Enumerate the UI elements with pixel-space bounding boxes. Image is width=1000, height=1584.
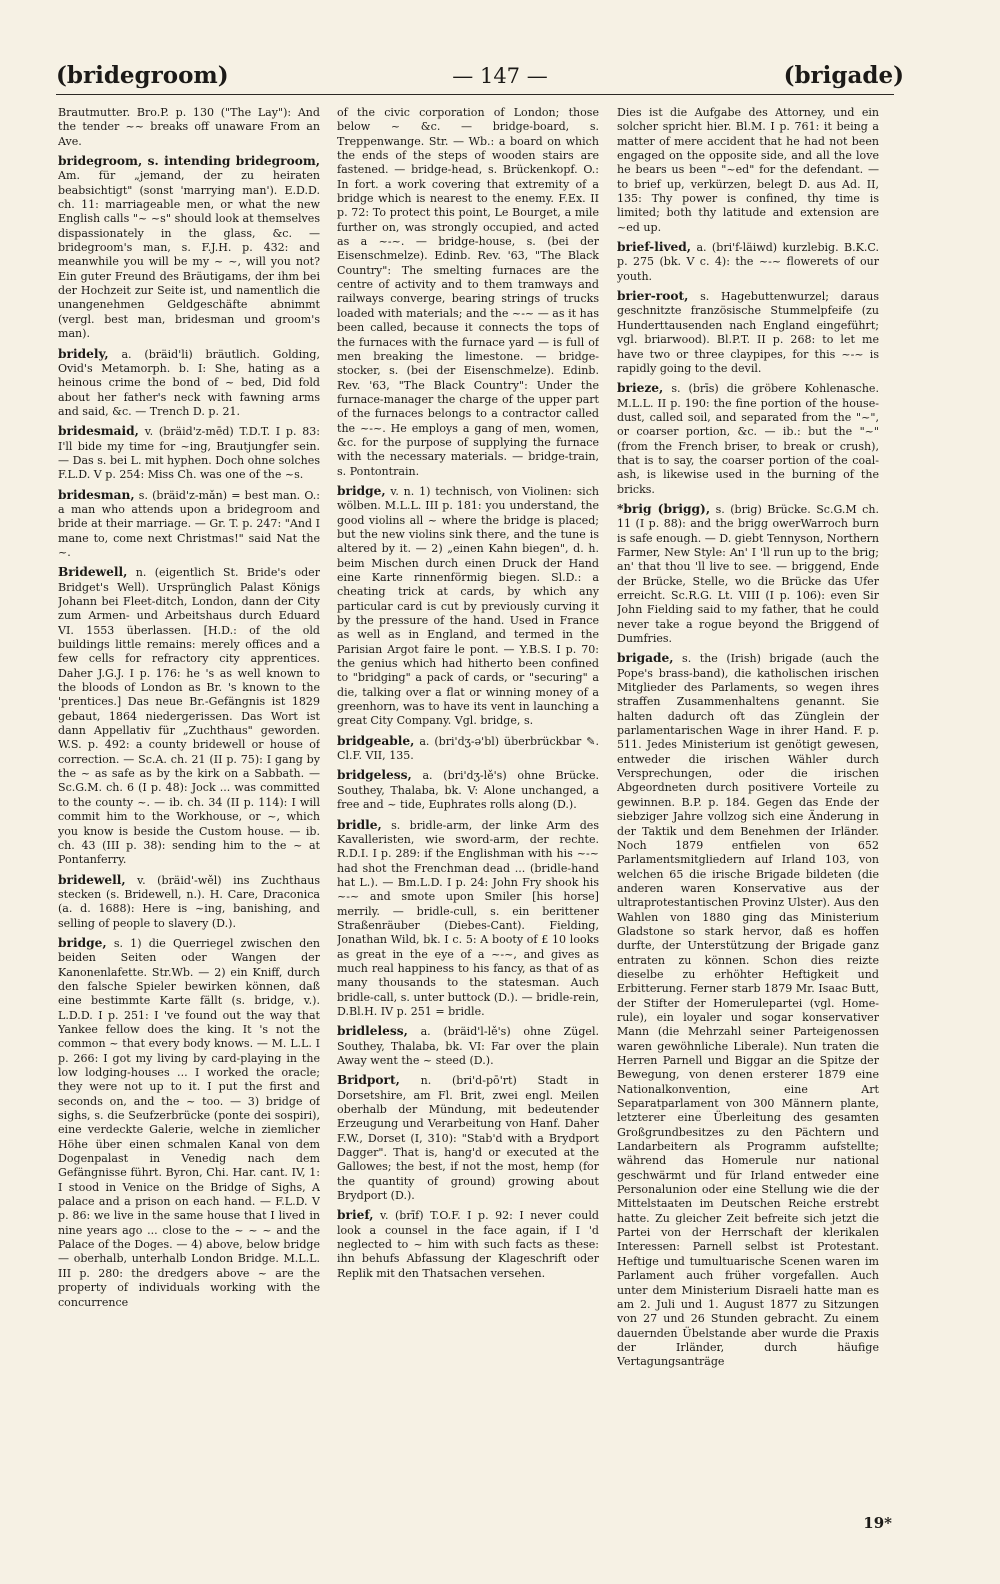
headword: Bridewell, [58,565,128,580]
headword: bridge, [58,935,107,950]
entry-text: n. (eigentlich St. Bride's oder Bridget's Well). Ursprünglich Palast Königs Johann bei Fleet-ditch, London, dann der City zum Armen- und Arbeitshaus durch Eduard VI. 1553 überlassen. [H.D.: of the old buildings little remains: merely offices and a few cells for refractory city apprentices. Daher J.G.J. I p. 176: he 's as well known to the bloods of London as Br. 's known to the 'prentices.] Das neue Br.-Gefängnis ist 1829 gebaut, 1864 niedergerissen. Das Wort ist dann Appellativ für „Zuchthaus" geworden. W.S. p. 492: a county bridewell or house of correction. — Sc.A. ch. 21 (II p. 75): I gang by the ~ as safe as by the kirk on a Sabbath. — Sc.G.M. ch. 6 (I p. 48): Jock ... was committed to the county ~. — ib. ch. 34 (II p. 114): I will commit him to the Workhouse, or ~, which you know is beside the Custom house. — ib. ch. 43 (III p. 38): sending him to the ~ at Pontanferry. [58,566,320,867]
headword: Bridport, [337,1073,400,1088]
headword: *brig (brigg), [617,501,711,516]
entry-text: s. (brig) Brücke. Sc.G.M ch. 11 (I p. 88): and the brigg owerWarroch burn is safe enough. — D. giebt Tennyson, Northern Farmer, New Style: An' I 'll run up to the brig; an' that thou 'll live to see. — briggend, Ende der Brücke, Stelle, wo die Brücke das Ufer erreicht. Sc.R.G. Lt. VIII (I p. 106): even Sir John Fielding said to my father, that he could never take a rogue beyond the Briggend of Dumfries. [617,502,879,646]
entry-text: n. (bri'd-pō'rt) Stadt in Dorsetshire, am Fl. Brit, zwei engl. Meilen oberhalb der Mündung, mit bedeutender Erzeugung und Verarbeitung von Hanf. Daher F.W., Dorset (I, 310): "Stab'd with a Brydport Dagger". That is, hang'd or executed at the Gallowes; the best, if not the most, hemp (for the quantity of ground) growing about Brydport (D.). [337,1074,599,1203]
dictionary-entry [617,651,879,1369]
headword: brief-lived, [617,240,692,255]
dictionary-entry [617,106,879,235]
column-3 [617,106,879,1506]
headword: bridgeable, [337,733,415,748]
entry-text: a. (bräid'l-lě's) ohne Zügel. Southey, Thalaba, bk. VI: Far over the plain Away went the ~ steed (D.). [337,1025,599,1067]
headword: bridegroom, s. intending bridegroom, [58,154,320,169]
entry-text: a. (bri'f-läiwd) kurzlebig. B.K.C. p. 275 (bk. V c. 4): the ~-~ flowerets of our youth. [617,241,879,283]
headword: bridleless, [337,1024,408,1039]
dictionary-entry [58,154,320,341]
header-rule [56,94,894,95]
dictionary-entry [617,381,879,497]
dictionary-entry [337,734,599,764]
entry-text: s. (brīs) die gröbere Kohlenasche. M.L.L. II p. 190: the fine portion of the house-dust, called soil, and separated from the "~", or coarser portion, &c. — ib.: but the "~" (from the French briser, to break or crush), that is to say, the coarser portion of the coal-ash, is likewise used in the burning of the bricks. [617,382,879,496]
dictionary-entry [58,936,320,1310]
entry-text: s. 1) die Querriegel zwischen den beiden Seiten oder Wangen der Kanonenlafette. Str.Wb. — 2) ein Kniff, durch den falsche Spieler bewirken können, daß eine bestimmte Karte fällt (s. bridge, v.). L.D.D. I p. 251: I 've found out the way that Yankee fellow does the king. It 's not the common ~ that every body knows. — M. L.L. I p. 266: I got my living by card-playing in the low lodging-houses ... I worked the oracle; they were not up to it. I put the first and seconds on, and the ~ too. — 3) bridge of sighs, s. die Seufzerbrücke (ponte dei sospiri), eine verdeckte Galerie, welche in ziemlicher Höhe über einen schmalen Kanal von dem Dogenpalast in Venedig nach dem Gefängnisse führt. Byron, Chi. Har. cant. IV, 1: I stood in Venice on the Bridge of Sighs, A palace and a prison on each hand. — F.L.D. V p. 86: we live in the same house that I lived in nine years ago ... close to the ~ ~ ~ and the Palace of the Doges. — 4) above, below bridge — oberhalb, unterhalb London Bridge. M.L.L. III p. 280: the dredgers above ~ are the property of individuals working with the concurrence [58,936,320,1309]
dictionary-entry [58,424,320,482]
headword: brier-root, [617,289,689,304]
entry-text: Am. für „jemand, der zu heiraten beabsichtigt" (sonst 'marrying man'). E.D.D. ch. 11: marriageable men, or what the new English calls "~ ~s" should look at themselves dispassionately in the glass, &c. — bridegroom's man, s. F.J.H. p. 432: and meanwhile you will be my ~ ~, will you not? Ein guter Freund des Bräutigams, der ihm bei der Hochzeit zur Seite ist, und namentlich die unangenehmen Geldgeschäfte abnimmt (vergl. best man, bridesman und groom's man). [58,169,320,341]
dictionary-entry [337,484,599,729]
entry-text: s. (bräid'z-mǎn) = best man. O.: a man who attends upon a bridegroom and bride at their marriage. — Gr. T. p. 247: "And I mane to, come next Christmas!" said Nat the ~. [58,488,320,559]
signature-mark: 19* [863,1514,892,1532]
dictionary-entry [58,565,320,867]
page-number: — 147 — [452,64,548,88]
headword: bridewell, [58,872,126,887]
dictionary-entry [337,818,599,1020]
entry-text: v. (bräid'z-mēd) T.D.T. I p. 83: I'll bide my time for ~ing, Brautjungfer sein. — Das s. bei L. mit hyphen. Doch ohne solches F.L.D. V p. 254: Miss Ch. was one of the ~s. [58,425,320,482]
headword: bridely, [58,346,109,361]
column-1 [58,106,320,1506]
headword: bridgeless, [337,768,412,783]
entry-text: a. (bräid'li) bräutlich. Golding, Ovid's Metamorph. b. I: She, hating as a heinous crime the bond of ~ bed, Did fold about her father's neck with fawning arms and said, &c. — Trench D. p. 21. [58,347,320,418]
column-2 [337,106,599,1506]
entry-text: s. bridle-arm, der linke Arm des Kavalleristen, wie sword-arm, der rechte. R.D.I. I p. 289: if the Englishman with his ~-~ had shot the Frenchman dead ... (bridle-hand hat L.). — Bm.L.D. I p. 24: John Fry shook his ~-~ and smote upon Smiler [his horse] merrily. — bridle-cull, s. ein berittener Straßenräuber (Diebes-Cant). Fielding, Jonathan Wild, bk. I c. 5: A booty of £ 10 looks as great in the eye of a ~-~, and gives as much real happiness to his fancy, as that of as many thousands to the statesman. Auch bridle-call, s. unter buttock (D.). — bridle-rein, D.Bl.H. IV p. 251 = bridle. [337,818,599,1018]
headword: bridge, [337,483,386,498]
dictionary-entry [617,502,879,646]
entry-text: v. (bräid'-wěl) ins Zuchthaus stecken (s. Bridewell, n.). H. Care, Draconica (a. d. 1688): Here is ~ing, banishing, and selling of people to slavery (D.). [58,873,320,930]
headword: brigade, [617,651,674,666]
dictionary-entry [617,289,879,376]
header-left-catchword: (bridegroom) [56,62,229,89]
headword: bridesman, [58,487,135,502]
entry-text: of the civic corporation of London; those below ~ &c. — bridge-board, s. Treppenwange. Str. — Wb.: a board on which the ends of the steps of wooden stairs are fastened. — bridge-head, s. Brückenkopf. O.: In fort. a work covering that extremity of a bridge which is nearest to the enemy. F.Ex. II p. 72: To protect this point, Le Bourget, a mile further on, was strongly occupied, and acted as a ~-~. — bridge-house, s. (bei der Eisenschmelze). Edinb. Rev. '63, "The Black Country": The smelting furnaces are the centre of activity and to them tramways and railways converge, bearing strings of trucks loaded with materials; and the ~-~ — as it has been called, because it connects the tops of the furnaces with the furnace yard — is full of men breaking the limestone. — bridge-stocker, s. (bei der Eisenschmelze). Edinb. Rev. '63, "The Black Country": Under the furnace-manager the charge of the upper part of the furnaces belongs to a contractor called the ~-~. He employs a gang of men, women, &c. for the purpose of supplying the furnace with the necessary materials. — bridge-train, s. Pontontrain. [337,106,599,478]
dictionary-entry [337,1208,599,1281]
headword: bridesmaid, [58,424,139,439]
dictionary-entry [337,1024,599,1068]
dictionary-entry [58,873,320,931]
dictionary-entry [337,768,599,812]
dictionary-entry [337,1073,599,1203]
dictionary-entry [58,106,320,149]
headword: bridle, [337,817,382,832]
header-right-catchword: (brigade) [783,62,904,89]
dictionary-entry [58,488,320,561]
entry-text: Brautmutter. Bro.P. p. 130 ("The Lay"): And the tender ~~ breaks off unaware From an Ave. [58,106,320,148]
entry-text: a. (bri'dʒ-ǝ'bl) überbrückbar ✎. Cl.F. VII, 135. [337,734,599,763]
entry-text: s. the (Irish) brigade (auch the Pope's brass-band), die katholischen irischen Mitglieder des Parlaments, so wegen ihres straffen Zusammenhaltens genannt. Sie halten dadurch oft das Zünglein der parlamentarischen Wage in ihrer Hand. F. p. 511. Jedes Ministerium ist genötigt gewesen, entweder die irischen Wähler durch Versprechungen, oder die irischen Abgeordneten durch positivere Vorteile zu gewinnen. B.P. p. 184. Gegen das Ende der siebziger Jahre vollzog sich eine Änderung in der Taktik und dem Benehmen der Irländer. Noch 1879 entfielen von 652 Parlamentsmitgliedern auf Irland 103, von welchen 65 die irische Brigade bildeten (die anderen waren Konservative aus der ultraprotestantischen Provinz Ulster). Aus den Wahlen von 1880 ging das Ministerium Gladstone so stark hervor, daß es hoffen durfte, der Unterstützung der Brigade ganz entraten zu können. Schon dies reizte dieselbe zu erhöhter Heftigkeit und Erbitterung. Ferner starb 1879 Mr. Isaac Butt, der Stifter der Homerulepartei (vgl. Home-rule), ein loyaler und sogar konservativer Mann (die Mehrzahl seiner Parteigenossen waren gewöhnliche Liberale). Nun traten die Herren Parnell und Biggar an die Spitze der Bewegung, von denen ersterer 1879 eine Nationalkonvention, eine Art Separatparlament von 300 Männern plante, letzterer eine Überleitung des gesamten Großgrundbesitzes zu den Pächtern und Landarbeitern als Programm aufstellte; während das Homerule nur national geschwärmt und für Irland entweder eine Personalunion oder eine Stellung wie die der Mittelstaaten im Deutschen Reiche erstrebt hatte. Zu gleicher Zeit befreite sich jetzt die Partei von der Herrschaft der klerikalen Interessen: Parnell selbst ist Protestant. Heftige und tumultuarische Scenen waren im Parlament auch früher vorgefallen. Auch unter dem Ministerium Disraeli hatte man es am 2. Juli und 1. August 1877 zu Sitzungen von 27 und 26 Stunden gebracht. Zu einem dauernden Übelstande aber wurde die Praxis der Irländer, durch häufige Vertagungsanträge [617,652,879,1369]
dictionary-entry [337,106,599,479]
entry-text: v. (brīf) T.O.F. I p. 92: I never could look a counsel in the face again, if I 'd neglected to ~ him with such facts as these: ihn behufs Abfassung der Klageschrift oder Replik mit den Thatsachen versehen. [337,1209,599,1280]
entry-text: a. (bri'dʒ-lě's) ohne Brücke. Southey, Thalaba, bk. V: Alone unchanged, a free and ~ tide, Euphrates rolls along (D.). [337,769,599,812]
entry-text: Dies ist die Aufgabe des Attorney, und ein solcher spricht hier. Bl.M. I p. 761: it being a matter of mere accident that he had not been engaged on the opposite side, and all the love he bears us been "~ed" for the defendant. — to brief up, verkürzen, belegt D. aus Ad. II, 135: Thy power is confined, thy time is limited; both thy latitude and extension are ~ed up. [617,106,879,234]
dictionary-entry [58,347,320,420]
headword: brieze, [617,381,664,396]
entry-text: v. n. 1) technisch, von Violinen: sich wölben. M.L.L. III p. 181: you understand, the good violins all ~ where the bridge is placed; but the new violins sink there, and the tune is altered by it. — 2) „einen Kahn biegen", d. h. beim Mischen durch einen Druck der Hand eine Karte rinnenförmig biegen. Sl.D.: a cheating trick at cards, by which any particular card is cut by previously curving it by the pressure of the hand. Used in France as well as in England, and termed in the Parisian Argot faire le pont. — Y.B.S. I p. 70: the genius which had hitherto been confined to "bridging" a pack of cards, or "securing" a die, talking over a flat or winning money of a greenhorn, was to have its vent in launching a great City Company. Vgl. bridge, s. [337,484,599,728]
headword: brief, [337,1208,374,1223]
entry-text: s. Hagebuttenwurzel; daraus geschnitzte französische Stummelpfeife (zu Hunderttausenden nach England eingeführt; vgl. briarwood). Bl.P.T. II p. 268: to let me have two or three claypipes, for this ~-~ is rapidly going to the devil. [617,290,879,375]
dictionary-entry [617,240,879,284]
